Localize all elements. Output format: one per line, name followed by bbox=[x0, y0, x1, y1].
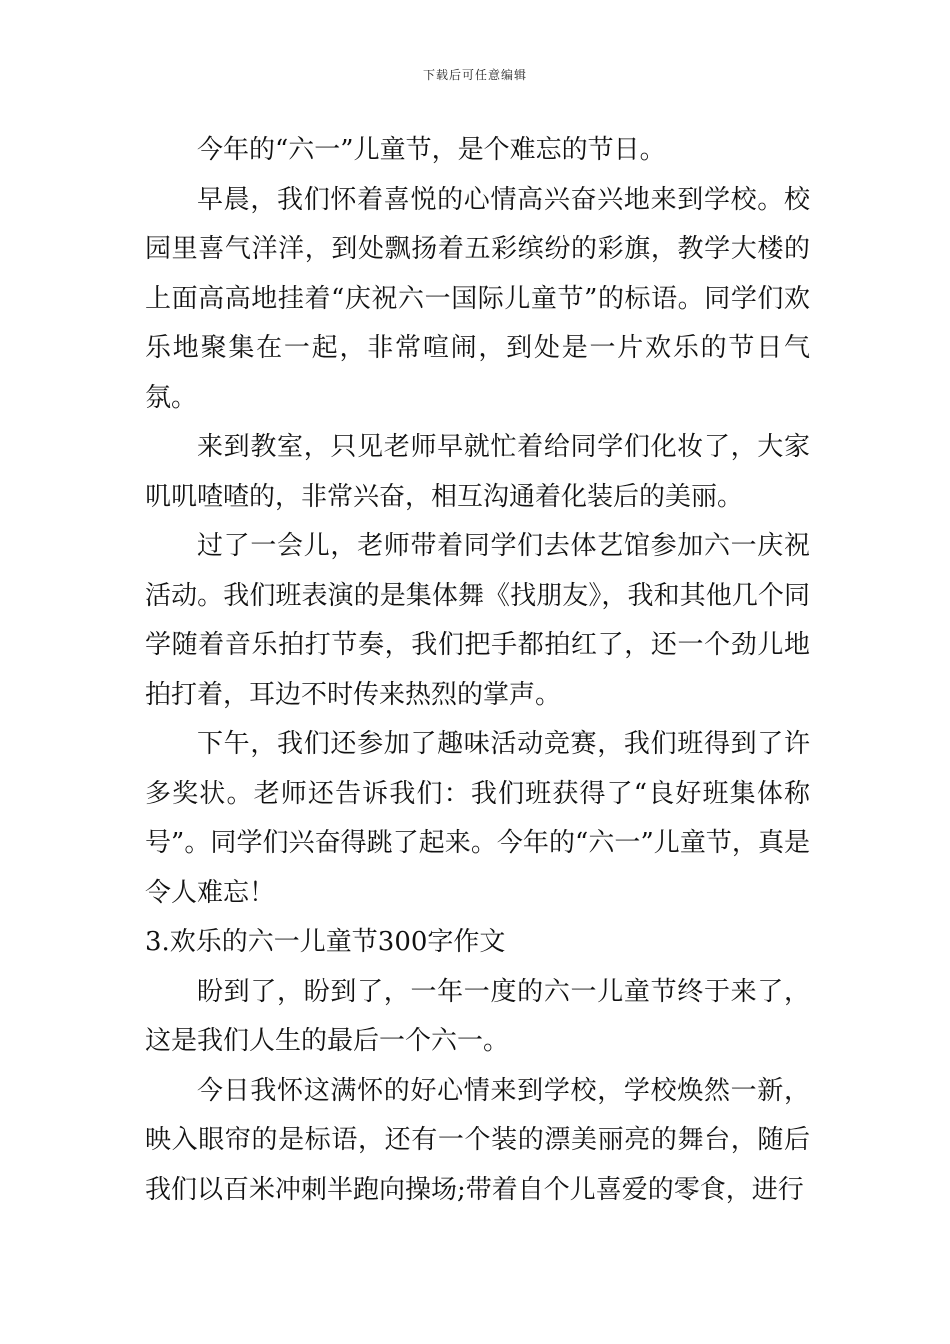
paragraph: 来到教室，只见老师早就忙着给同学们化妆了，大家叽叽喳喳的，非常兴奋，相互沟通着化装后的美丽。 bbox=[145, 432, 810, 512]
paragraph: 过了一会儿，老师带着同学们去体艺馆参加六一庆祝活动。我们班表演的是集体舞《找朋友》，我和其他几个同学随着音乐拍打节奏，我们把手都拍红了，还一个劲儿地拍打着，耳边不时传来热烈的掌声。 bbox=[145, 531, 810, 710]
section-heading: 3.欢乐的六一儿童节300字作文 bbox=[145, 927, 506, 957]
paragraph: 今日我怀这满怀的好心情来到学校，学校焕然一新，映入眼帘的是标语，还有一个装的漂美丽亮的舞台，随后我们以百米冲刺半跑向操场;带着自个儿喜爱的零食，进行 bbox=[145, 1075, 810, 1205]
document-body bbox=[145, 126, 810, 1215]
paragraph: 下午，我们还参加了趣味活动竞赛，我们班得到了许多奖状。老师还告诉我们：我们班获得了“良好班集体称号”。同学们兴奋得跳了起来。今年的“六一”儿童节，真是令人难忘！ bbox=[145, 729, 810, 908]
paragraph: 盼到了，盼到了，一年一度的六一儿童节终于来了，这是我们人生的最后一个六一。 bbox=[145, 976, 810, 1056]
header-note: 下载后可任意编辑 bbox=[422, 68, 527, 82]
paragraph: 早晨，我们怀着喜悦的心情高兴奋兴地来到学校。校园里喜气洋洋，到处飘扬着五彩缤纷的彩旗，教学大楼的上面高高地挂着“庆祝六一国际儿童节”的标语。同学们欢乐地聚集在一起，非常喧闹，到处是一片欢乐的节日气氛。 bbox=[145, 184, 810, 413]
paragraph: 今年的“六一”儿童节，是个难忘的节日。 bbox=[197, 135, 666, 165]
